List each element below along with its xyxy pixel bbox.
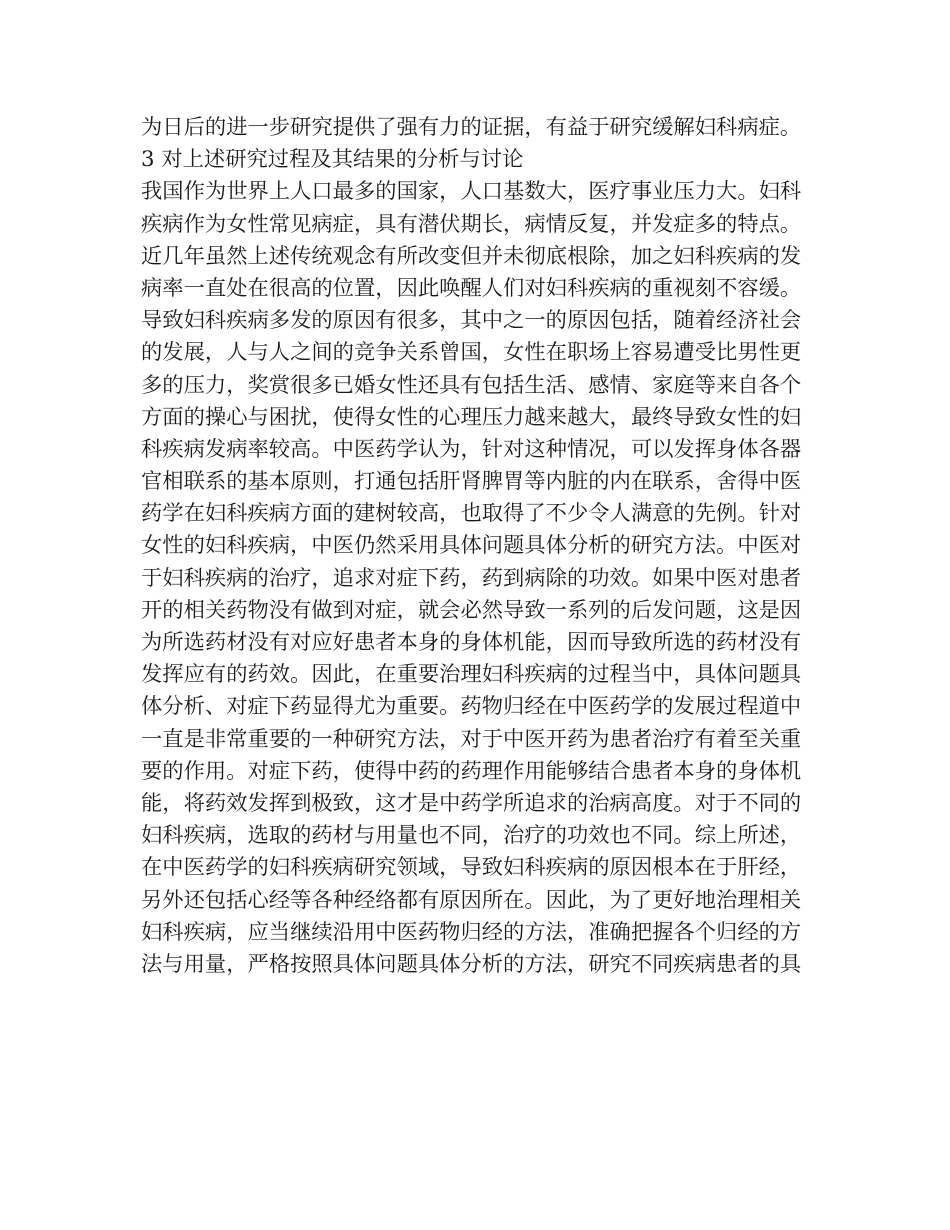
text-line: 导致妇科疾病多发的原因有很多，其中之一的原因包括，随着经济社会: [141, 308, 802, 334]
text-line: 在中医药学的妇科疾病研究领域，导致妇科疾病的原因根本在于肝经，: [141, 855, 802, 881]
text-line: 疾病作为女性常见病症，具有潜伏期长，病情反复，并发症多的特点。: [141, 211, 802, 237]
text-line: 近几年虽然上述传统观念有所改变但并未彻底根除，加之妇科疾病的发: [141, 243, 802, 269]
text-line: 药学在妇科疾病方面的建树较高，也取得了不少令人满意的先例。针对: [141, 501, 802, 527]
text-line: 法与用量，严格按照具体问题具体分析的方法，研究不同疾病患者的具: [141, 951, 802, 977]
text-line: 体分析、对症下药显得尤为重要。药物归经在中医药学的发展过程道中: [141, 694, 802, 720]
text-line: 发挥应有的药效。因此，在重要治理妇科疾病的过程当中，具体问题具: [141, 662, 802, 688]
text-line: 多的压力，奖赏很多已婚女性还具有包括生活、感情、家庭等来自各个: [141, 372, 802, 398]
text-line: 科疾病发病率较高。中医药学认为，针对这种情况，可以发挥身体各器: [141, 436, 802, 462]
text-line: 病率一直处在很高的位置，因此唤醒人们对妇科疾病的重视刻不容缓。: [141, 275, 802, 301]
text-line: 妇科疾病，选取的药材与用量也不同，治疗的功效也不同。综上所述，: [141, 823, 802, 849]
text-line: 妇科疾病，应当继续沿用中医药物归经的方法，准确把握各个归经的方: [141, 919, 802, 945]
text-line: 开的相关药物没有做到对症，就会必然导致一系列的后发问题，这是因: [141, 597, 802, 623]
text-line: 为日后的进一步研究提供了强有力的证据，有益于研究缓解妇科病症。: [141, 115, 802, 140]
text-line: 官相联系的基本原则，打通包括肝肾脾胃等内脏的内在联系，舍得中医: [141, 469, 802, 495]
text-line: 的发展，人与人之间的竞争关系曾国，女性在职场上容易遭受比男性更: [141, 340, 802, 366]
text-line: 能，将药效发挥到极致，这才是中药学所追求的治病高度。对于不同的: [141, 790, 802, 816]
text-line: 我国作为世界上人口最多的国家，人口基数大，医疗事业压力大。妇科: [141, 179, 802, 205]
text-line: 另外还包括心经等各种经络都有原因所在。因此，为了更好地治理相关: [141, 887, 802, 913]
text-line: 女性的妇科疾病，中医仍然采用具体问题具体分析的研究方法。中医对: [141, 533, 802, 559]
text-line: 为所选药材没有对应好患者本身的身体机能，因而导致所选的药材没有: [141, 630, 802, 655]
text-line: 方面的操心与困扰，使得女性的心理压力越来越大，最终导致女性的妇: [141, 404, 802, 430]
body-text: [141, 112, 831, 981]
section-heading: 3 对上述研究过程及其结果的分析与讨论: [141, 147, 524, 173]
text-line: 一直是非常重要的一种研究方法，对于中医开药为患者治疗有着至关重: [141, 726, 802, 752]
text-line: 于妇科疾病的治疗，追求对症下药，药到病除的功效。如果中医对患者: [141, 565, 802, 591]
text-line: 要的作用。对症下药，使得中药的药理作用能够结合患者本身的身体机: [141, 758, 802, 784]
